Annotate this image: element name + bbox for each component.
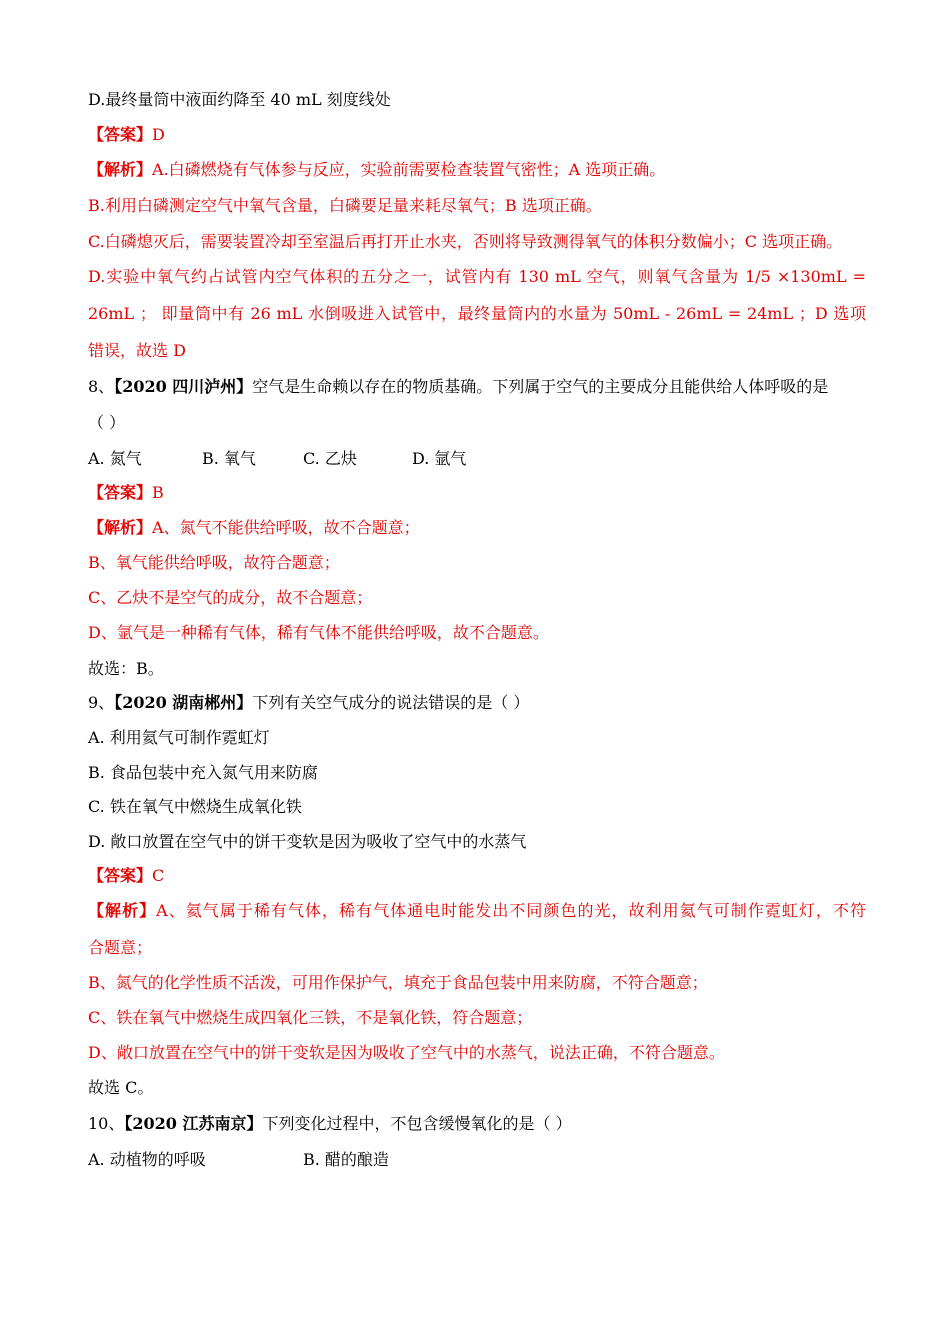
q8-option-a: A. 氮气	[88, 449, 142, 468]
question-number: 9、	[88, 693, 115, 712]
question-number: 10、	[88, 1114, 125, 1133]
q7-analysis-line-1	[88, 160, 665, 180]
question-text: 空气是生命赖以存在的物质基确。下列属于空气的主要成分且能供给人体呼吸的是	[252, 377, 829, 396]
analysis-text: A.白磷燃烧有气体参与反应，实验前需要检查装置气密性；A 选项正确。	[152, 160, 666, 179]
q7-option-d: D.最终量筒中液面约降至 40 mL 刻度线处	[88, 90, 391, 109]
q10-option-b: B. 醋的酿造	[303, 1150, 389, 1169]
q8-analysis-line-1	[88, 518, 420, 538]
answer-value: D	[152, 125, 165, 144]
q9-stem	[88, 693, 529, 713]
answer-value: B	[152, 483, 164, 502]
q9-analysis-line-2: 合题意；	[88, 938, 153, 957]
q10-option-a: A. 动植物的呼吸	[88, 1150, 206, 1169]
analysis-text: A、氮气不能供给呼吸，故不合题意；	[152, 518, 420, 537]
q7-analysis-line-3: C.白磷熄灭后，需要装置冷却至室温后再打开止水夹，否则将导致测得氧气的体积分数偏小；C 选项正确。	[88, 232, 843, 251]
q9-analysis-line-1	[88, 901, 866, 921]
question-text: 下列变化过程中，不包含缓慢氧化的是（ ）	[262, 1114, 572, 1133]
answer-tag: 【答案】	[88, 125, 153, 144]
q8-stem	[88, 377, 828, 397]
q7-analysis-line-2: B.利用白磷测定空气中氧气含量，白磷要足量来耗尽氧气；B 选项正确。	[88, 196, 602, 215]
q9-option-b: B. 食品包装中充入氮气用来防腐	[88, 763, 318, 782]
q8-option-c: C. 乙炔	[303, 449, 357, 468]
answer-value: C	[152, 866, 165, 885]
q8-answer	[88, 483, 164, 503]
answer-tag: 【答案】	[88, 866, 153, 885]
q10-stem	[88, 1114, 572, 1134]
q10-options	[88, 1150, 488, 1170]
q8-options	[88, 449, 488, 469]
q7-analysis-line-6: 错误，故选 D	[88, 341, 186, 360]
q9-analysis-line-4: C、铁在氧气中燃烧生成四氧化三铁，不是氧化铁，符合题意；	[88, 1008, 533, 1027]
q9-option-c: C. 铁在氧气中燃烧生成氧化铁	[88, 797, 302, 816]
q8-option-b: B. 氧气	[202, 449, 256, 468]
analysis-tag: 【解析】	[88, 160, 153, 179]
q8-option-d: D. 氩气	[412, 449, 467, 468]
question-source: 【2020 湖南郴州】	[114, 693, 253, 712]
q9-answer	[88, 866, 164, 886]
q9-conclusion: 故选 C。	[88, 1078, 154, 1097]
q9-analysis-line-5: D、敞口放置在空气中的饼干变软是因为吸收了空气中的水蒸气，说法正确，不符合题意。	[88, 1043, 725, 1062]
q9-option-d: D. 敞口放置在空气中的饼干变软是因为吸收了空气中的水蒸气	[88, 832, 527, 851]
q8-blank: （ ）	[88, 413, 126, 432]
q9-option-a: A. 利用氦气可制作霓虹灯	[88, 728, 270, 747]
question-text: 下列有关空气成分的说法错误的是（ ）	[252, 693, 530, 712]
question-source: 【2020 四川泸州】	[114, 377, 253, 396]
analysis-tag: 【解析】	[88, 518, 153, 537]
q8-analysis-line-3: C、乙炔不是空气的成分，故不合题意；	[88, 588, 373, 607]
q8-analysis-line-4: D、氩气是一种稀有气体，稀有气体不能供给呼吸，故不合题意。	[88, 623, 549, 642]
q9-analysis-line-3: B、氮气的化学性质不活泼，可用作保护气，填充于食品包装中用来防腐，不符合题意；	[88, 973, 708, 992]
question-number: 8、	[88, 377, 115, 396]
question-source: 【2020 江苏南京】	[124, 1114, 263, 1133]
q8-conclusion: 故选：B。	[88, 659, 164, 678]
q7-answer	[88, 125, 165, 145]
q7-analysis-line-4: D.实验中氧气约占试管内空气体积的五分之一，试管内有 130 mL 空气，则氧气含量为 1/5 ×130mL =	[88, 267, 866, 286]
q7-analysis-line-5: 26mL ； 即量筒中有 26 mL 水倒吸进入试管中，最终量筒内的水量为 50mL - 26mL = 24mL ；D 选项	[88, 304, 866, 323]
analysis-text: A、氦气属于稀有气体，稀有气体通电时能发出不同颜色的光，故利用氦气可制作霓虹灯，不符	[156, 901, 866, 920]
answer-tag: 【答案】	[88, 483, 153, 502]
q8-analysis-line-2: B、氧气能供给呼吸，故符合题意；	[88, 553, 340, 572]
analysis-tag: 【解析】	[88, 901, 157, 920]
